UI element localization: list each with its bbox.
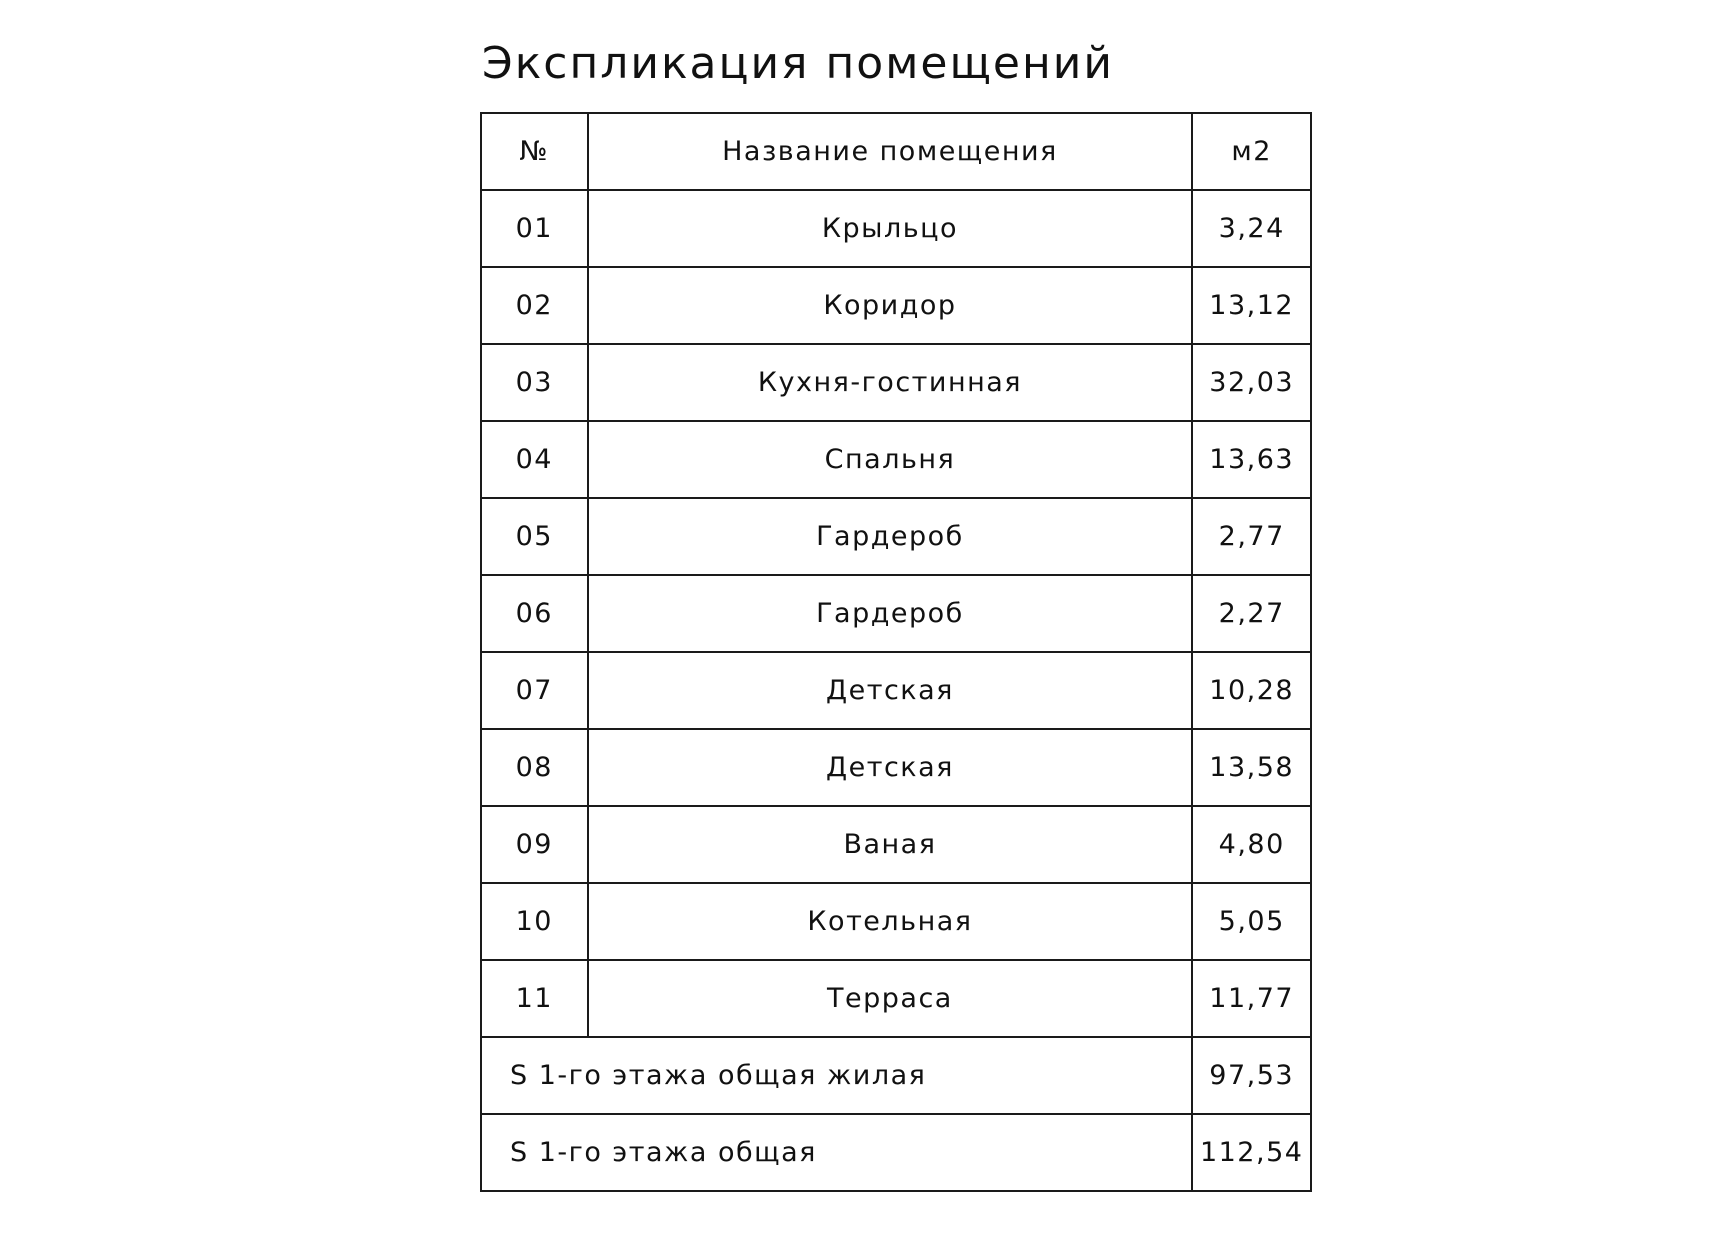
room-name: Детская <box>588 729 1193 806</box>
room-area: 5,05 <box>1192 883 1311 960</box>
table-row <box>481 883 1311 960</box>
room-area: 3,24 <box>1192 190 1311 267</box>
summary-label: S 1-го этажа общая жилая <box>481 1037 1192 1114</box>
table-row <box>481 575 1311 652</box>
header-area: м2 <box>1192 113 1311 190</box>
header-room-name: Название помещения <box>588 113 1193 190</box>
room-name: Гардероб <box>588 575 1193 652</box>
room-name: Котельная <box>588 883 1193 960</box>
room-name: Детская <box>588 652 1193 729</box>
table-row <box>481 498 1311 575</box>
summary-row-total-area <box>481 1114 1311 1191</box>
header-number: № <box>481 113 588 190</box>
room-name: Спальня <box>588 421 1193 498</box>
room-number: 06 <box>481 575 588 652</box>
room-number: 07 <box>481 652 588 729</box>
table-row <box>481 267 1311 344</box>
table-row <box>481 652 1311 729</box>
room-name: Гардероб <box>588 498 1193 575</box>
room-number: 01 <box>481 190 588 267</box>
summary-label: S 1-го этажа общая <box>481 1114 1192 1191</box>
table-row <box>481 190 1311 267</box>
room-area: 32,03 <box>1192 344 1311 421</box>
room-name: Крыльцо <box>588 190 1193 267</box>
summary-area: 112,54 <box>1192 1114 1311 1191</box>
room-name: Ваная <box>588 806 1193 883</box>
room-number: 09 <box>481 806 588 883</box>
room-area: 10,28 <box>1192 652 1311 729</box>
room-number: 04 <box>481 421 588 498</box>
room-number: 10 <box>481 883 588 960</box>
room-number: 08 <box>481 729 588 806</box>
summary-row-living-area <box>481 1037 1311 1114</box>
room-area: 4,80 <box>1192 806 1311 883</box>
table-row <box>481 729 1311 806</box>
page-title: Экспликация помещений <box>482 38 1114 89</box>
room-number: 05 <box>481 498 588 575</box>
table-row <box>481 421 1311 498</box>
summary-area: 97,53 <box>1192 1037 1311 1114</box>
table-row <box>481 344 1311 421</box>
room-name: Терраса <box>588 960 1193 1037</box>
room-number: 03 <box>481 344 588 421</box>
room-area: 11,77 <box>1192 960 1311 1037</box>
room-area: 13,12 <box>1192 267 1311 344</box>
table-row <box>481 806 1311 883</box>
room-area: 13,58 <box>1192 729 1311 806</box>
room-name: Коридор <box>588 267 1193 344</box>
room-explication-table <box>480 112 1312 1192</box>
room-number: 11 <box>481 960 588 1037</box>
room-area: 2,27 <box>1192 575 1311 652</box>
room-number: 02 <box>481 267 588 344</box>
room-name: Кухня-гостинная <box>588 344 1193 421</box>
table-row <box>481 960 1311 1037</box>
room-area: 13,63 <box>1192 421 1311 498</box>
table-header-row <box>481 113 1311 190</box>
room-area: 2,77 <box>1192 498 1311 575</box>
